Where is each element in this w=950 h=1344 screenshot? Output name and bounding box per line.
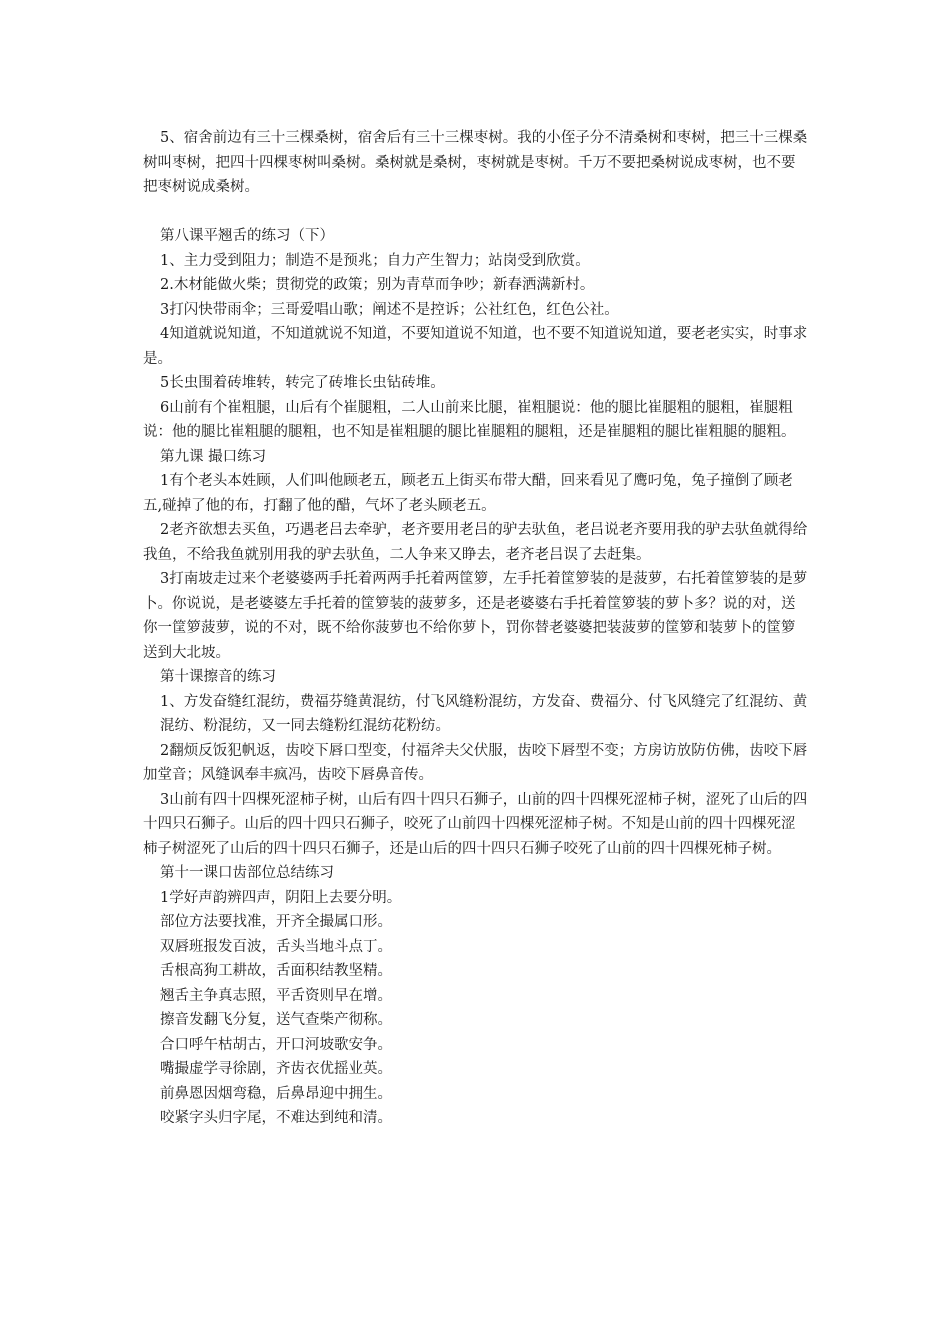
lesson-8-heading: 第八课平翘舌的练习（下） bbox=[160, 228, 334, 244]
verse-line: 部位方法要找准，开齐全撮属口形。 bbox=[160, 914, 392, 930]
verse-line: 翘舌主争真志照，平舌资则早在增。 bbox=[160, 987, 392, 1004]
verse-line: 1学好声韵辨四声，阴阳上去要分明。 bbox=[160, 889, 402, 906]
lesson-9-item-2: 2老齐欲想去买鱼，巧遇老吕去牵驴，老齐要用老吕的驴去驮鱼，老吕说老齐要用我的驴去驮鱼就得给我鱼，不给我鱼就别用我的驴去驮鱼，二人争来又睁去，老齐老吕误了去赶集。 bbox=[143, 522, 808, 563]
verse-line: 舌根高狗工耕故，舌面积结教坚精。 bbox=[160, 963, 392, 979]
lesson-8-item-4: 4知道就说知道，不知道就说不知道，不要知道说不知道，也不要不知道说知道，要老老实实，时事求是。 bbox=[143, 326, 808, 367]
lesson-10-item-2: 2翻烦反饭犯帆返，齿咬下唇口型变，付福斧夫父伏服，齿咬下唇型不变；方房访放防仿佛，齿咬下唇加堂音；风缝讽奉丰疯冯，齿咬下唇鼻音传。 bbox=[143, 742, 808, 783]
lesson-9-heading: 第九课 撮口练习 bbox=[160, 448, 267, 465]
verse-line: 前鼻恩因烟弯稳，后鼻昂迎中拥生。 bbox=[160, 1085, 392, 1102]
verse-line: 嘴撮虚学寻徐剧，齐齿衣优摇业英。 bbox=[160, 1061, 392, 1077]
lesson-11-heading: 第十一课口齿部位总结练习 bbox=[160, 865, 334, 881]
verse-line: 合口呼午枯胡古，开口河坡歌安争。 bbox=[160, 1036, 392, 1053]
paragraph-spacer bbox=[143, 200, 808, 225]
paragraph-mulberry-jujube: 5、宿舍前边有三十三棵桑树，宿舍后有三十三棵枣树。我的小侄子分不清桑树和枣树，把三十三棵桑树叫枣树，把四十四棵枣树叫桑树。桑树就是桑树，枣树就是枣树。千万不要把桑树说成枣树，也不要把枣树说成桑树。 bbox=[143, 130, 808, 195]
lesson-8-item-2: 2.木材能做火柴；贯彻党的政策；别为青草而争吵；新春洒满新村。 bbox=[160, 277, 595, 293]
lesson-10-item-3: 3山前有四十四棵死涩柿子树，山后有四十四只石狮子，山前的四十四棵死涩柿子树，涩死了山后的四十四只石狮子。山后的四十四只石狮子，咬死了山前四十四棵死涩柿子树。不知是山前的四十四棵死涩柿子树涩死了山后的四十四只石狮子，还是山后的四十四只石狮子咬死了山前的四十四棵死柿子树。 bbox=[143, 791, 808, 857]
lesson-8-item-1: 1、主力受到阻力；制造不是预兆；自力产生智力；站岗受到欣赏。 bbox=[160, 252, 590, 269]
verse-line: 擦音发翻飞分复，送气查柴产彻称。 bbox=[160, 1012, 392, 1028]
lesson-8-item-3: 3打闪快带雨伞；三哥爱唱山歌；阐述不是控诉；公社红色，红色公社。 bbox=[160, 301, 619, 318]
verse-line: 咬紧字头归字尾，不难达到纯和清。 bbox=[160, 1110, 392, 1126]
lesson-10-heading: 第十课擦音的练习 bbox=[160, 669, 276, 685]
lesson-8-item-6: 6山前有个崔粗腿，山后有个崔腿粗，二人山前来比腿，崔粗腿说：他的腿比崔腿粗的腿粗，崔腿粗说：他的腿比崔粗腿的腿粗，也不知是崔粗腿的腿比崔腿粗的腿粗，还是崔腿粗的腿比崔粗腿的腿粗。 bbox=[143, 399, 796, 440]
document-body bbox=[143, 126, 808, 1131]
verse-line: 双唇班报发百波，舌头当地斗点丁。 bbox=[160, 938, 392, 955]
lesson-9-item-1: 1有个老头本姓顾，人们叫他顾老五，顾老五上街买布带大醋，回来看见了鹰叼兔，兔子撞倒了顾老五,碰掉了他的布，打翻了他的醋，气坏了老头顾老五。 bbox=[143, 473, 793, 514]
lesson-10-item-1: 1、方发奋缝红混纺，费福芬缝黄混纺，付飞风缝粉混纺，方发奋、费福分、付飞风缝完了红混纺、黄混纺、粉混纺，又一同去缝粉红混纺花粉纺。 bbox=[160, 693, 808, 734]
lesson-9-item-3: 3打南坡走过来个老婆婆两手托着两两手托着两筐箩，左手托着筐箩装的是菠萝，右托着筐箩装的是萝卜。你说说，是老婆婆左手托着的筐箩装的菠萝多，还是老婆婆右手托着筐箩装的萝卜多？说的对，送你一筐箩菠萝，说的不对，既不给你菠萝也不给你萝卜，罚你替老婆婆把装菠萝的筐箩和装萝卜的筐箩送到大北坡。 bbox=[143, 571, 808, 661]
lesson-8-item-5: 5长虫围着砖堆转，转完了砖堆长虫钻砖堆。 bbox=[160, 375, 445, 391]
